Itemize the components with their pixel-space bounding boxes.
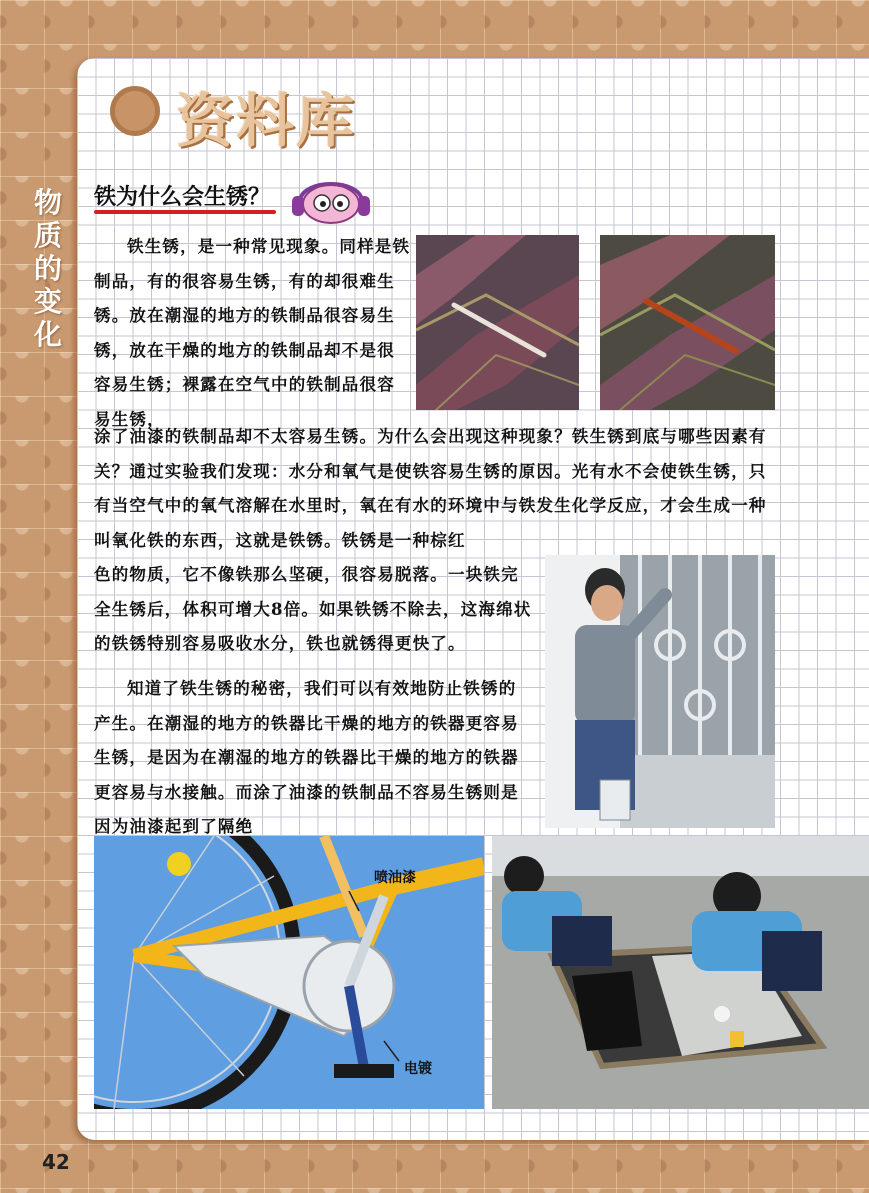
side-char: 化 <box>33 318 62 351</box>
page-number: 42 <box>42 1150 70 1174</box>
section-heading: 铁为什么会生锈？ <box>94 185 271 210</box>
paragraph-intro: 铁生锈，是一种常见现象。同样是铁制品，有的很容易生锈，有的却很难生锈。放在潮湿的地方的铁制品很容易生锈，放在干燥的地方的铁制品却不是很容易生锈；裸露在空气中的铁制品很容易生锈， <box>94 237 411 429</box>
photo-man-painting-railing <box>545 555 775 828</box>
mascot-headphones-icon <box>286 172 376 228</box>
side-char: 质 <box>33 219 62 252</box>
heading-underline <box>94 210 276 214</box>
chapter-side-title <box>28 186 68 351</box>
side-char: 的 <box>33 252 62 285</box>
label-plating: 电镀 <box>404 1061 432 1077</box>
photo-clean-nail <box>416 235 579 410</box>
label-paint: 喷油漆 <box>374 870 416 886</box>
paragraph-rust-properties: 色的物质，它不像铁那么坚硬，很容易脱落。一块铁完全生锈后，体积可增大8倍。如果铁锈不除去，这海绵状的铁锈特别容易吸收水分，铁也就锈得更快了。 <box>94 565 532 653</box>
photo-rusty-nail <box>600 235 775 410</box>
paragraph-prevention: 知道了铁生锈的秘密，我们可以有效地防止铁锈的产生。在潮湿的地方的铁器比干燥的地方的铁器更容易生锈，是因为在潮湿的地方的铁器比干燥的地方的铁器更容易与水接触。而涂了油漆的铁制品不容易生锈则是因为油漆起到了隔绝 <box>94 679 519 836</box>
side-char: 变 <box>33 285 62 318</box>
page-title: 资料库 <box>176 87 357 155</box>
header-circle-icon <box>110 86 160 136</box>
side-char: 物 <box>33 186 62 219</box>
paragraph-intro-continued: 涂了油漆的铁制品却不太容易生锈。为什么会出现这种现象？铁生锈到底与哪些因素有关？通过实验我们发现：水分和氧气是使铁容易生锈的原因。光有水不会使铁生锈，只有当空气中的氧气溶解在水里时，氧在有水的环境中与铁发生化学反应，才会生成一种叫氧化铁的东西，这就是铁锈。铁锈是一种棕红 <box>94 427 767 550</box>
photo-workers-painting <box>492 836 869 1109</box>
